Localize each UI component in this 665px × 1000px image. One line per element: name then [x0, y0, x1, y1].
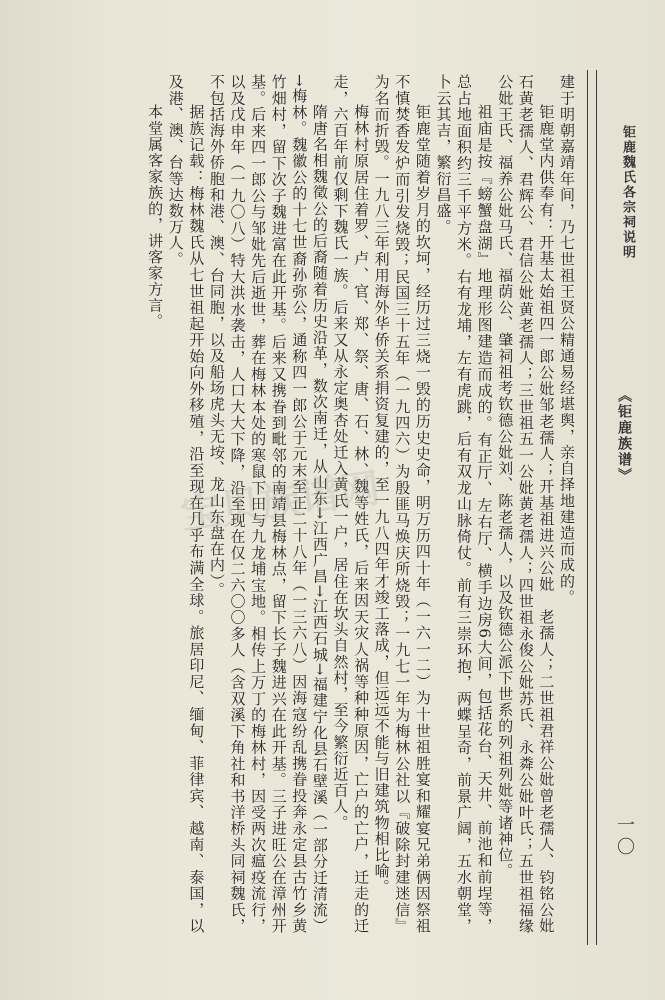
paragraph: 梅林村原居住着罗、卢、官、郑、祭、唐、石、林、魏等姓氏，后来因天灾人祸等种种原因，亡户的亡户，迁走的迁走，六百年前仅剩下魏氏一族。后来又从永定奥杏处迁入黄氏一户，居住在坎头自然村，至今繁衍近百人。 — [331, 74, 371, 934]
paragraph: 建于明朝嘉靖年间，乃七世祖王贤公精通易经堪舆，亲自择地建造而成的。 — [558, 74, 576, 606]
paragraph: 隋唐名相魏徵公的后裔随着历史沿革，数次南迁，从山东→江西广昌→江西石城→福建宁化县石壁溪（一部分迁清流）→梅林。魏徽公的十七世裔孙弥公，通称四一郎公于元末至正二十八年（一三六八）因海寇纷乱携眷投奔永定县古竹乡黄竹畑村，留下次子魏进富在此开基。后来又携眷到毗邻的南靖县梅林点，留下长子魏进兴在此开基。三子进旺公在漳州开基。后来四一郎公与邹妣先后逝世，葬在梅林本处的寒鼠下田与九龙埔宝地。相传上万丁的梅林村，因受两次瘟疫流行，以及戊申年（一九〇八）特大洪水袭击，人口大大下降，沿至现在仅二六〇〇多人（含双溪下角社和书洋桥头同祠魏氏，不包括海外侨胞和港、澳、台同胞，以及船场虎头无垵、龙山东盘在内）。 — [207, 74, 329, 934]
running-title: 钜鹿魏氏各宗祠说明 — [620, 125, 635, 260]
paragraph: 祖庙是按『螃蟹盘湖』地理形图建造而成的。有正厅、左右厅、横手边房6大间，包括花台、天井、前池和前埕等，总占地面积约三千平方米。右有龙埔，左有虎跳，后有双龙山脉倚仗。前有三崇环抱，两蝶呈奇，前景广阔，五水朝堂，卜云其吉，繁衍昌盛。 — [434, 74, 494, 934]
margin-rule-left — [587, 70, 588, 945]
page-number: 一〇 — [614, 815, 635, 859]
paragraph: 钜鹿堂内供奉有：开基太始祖四一郎公妣邹老孺人；开基祖进兴公妣 老孺人；二世祖君祥公妣曾老孺人、钧铭公妣石黄老孺人、君辉公、君信公妣黄老孺人；三世祖五一公妣黄老孺人；四世祖永俊公妣苏氏、永粦公妣叶氏；五世祖福缘公妣王氏、福养公妣马氏、福荫公、肇祠祖考钦德公妣刘、陈老孺人，以及钦德公派下世系的列祖列妣等诸神位。 — [496, 74, 556, 934]
watermark: 宝贝族谱网 — [178, 465, 383, 539]
margin-rule-right — [596, 70, 597, 945]
paragraph: 钜鹿堂随着岁月的坎坷，经历过三烧一毁的历史史命，明万历四十年（一六一二）为十世祖胜宴和耀宴兄弟俩因祭祖不慎焚香发炉而引发烧毁；民国三十五年（一九四六）为殷匪马焕庆所烧毁；一九七一年为梅林公社以『破除封建迷信』为名而折毁。一九八三年利用海外华侨关系捐资复建的，至一九八四年才竣工落成，但远远不能与旧建筑物相比喻。 — [372, 74, 432, 934]
paragraph: 本堂属客家族的，讲客家方言。 — [146, 104, 165, 330]
paragraph: 据族记载：梅林魏氏从七世祖起开始向外移殖，沿至现在几乎布满全球。旅居印尼、缅甸、菲律宾、越南、泰国，以及港、澳、台等达数万人。 — [166, 74, 206, 934]
book-title: 《钜鹿族谱》 — [616, 388, 632, 484]
